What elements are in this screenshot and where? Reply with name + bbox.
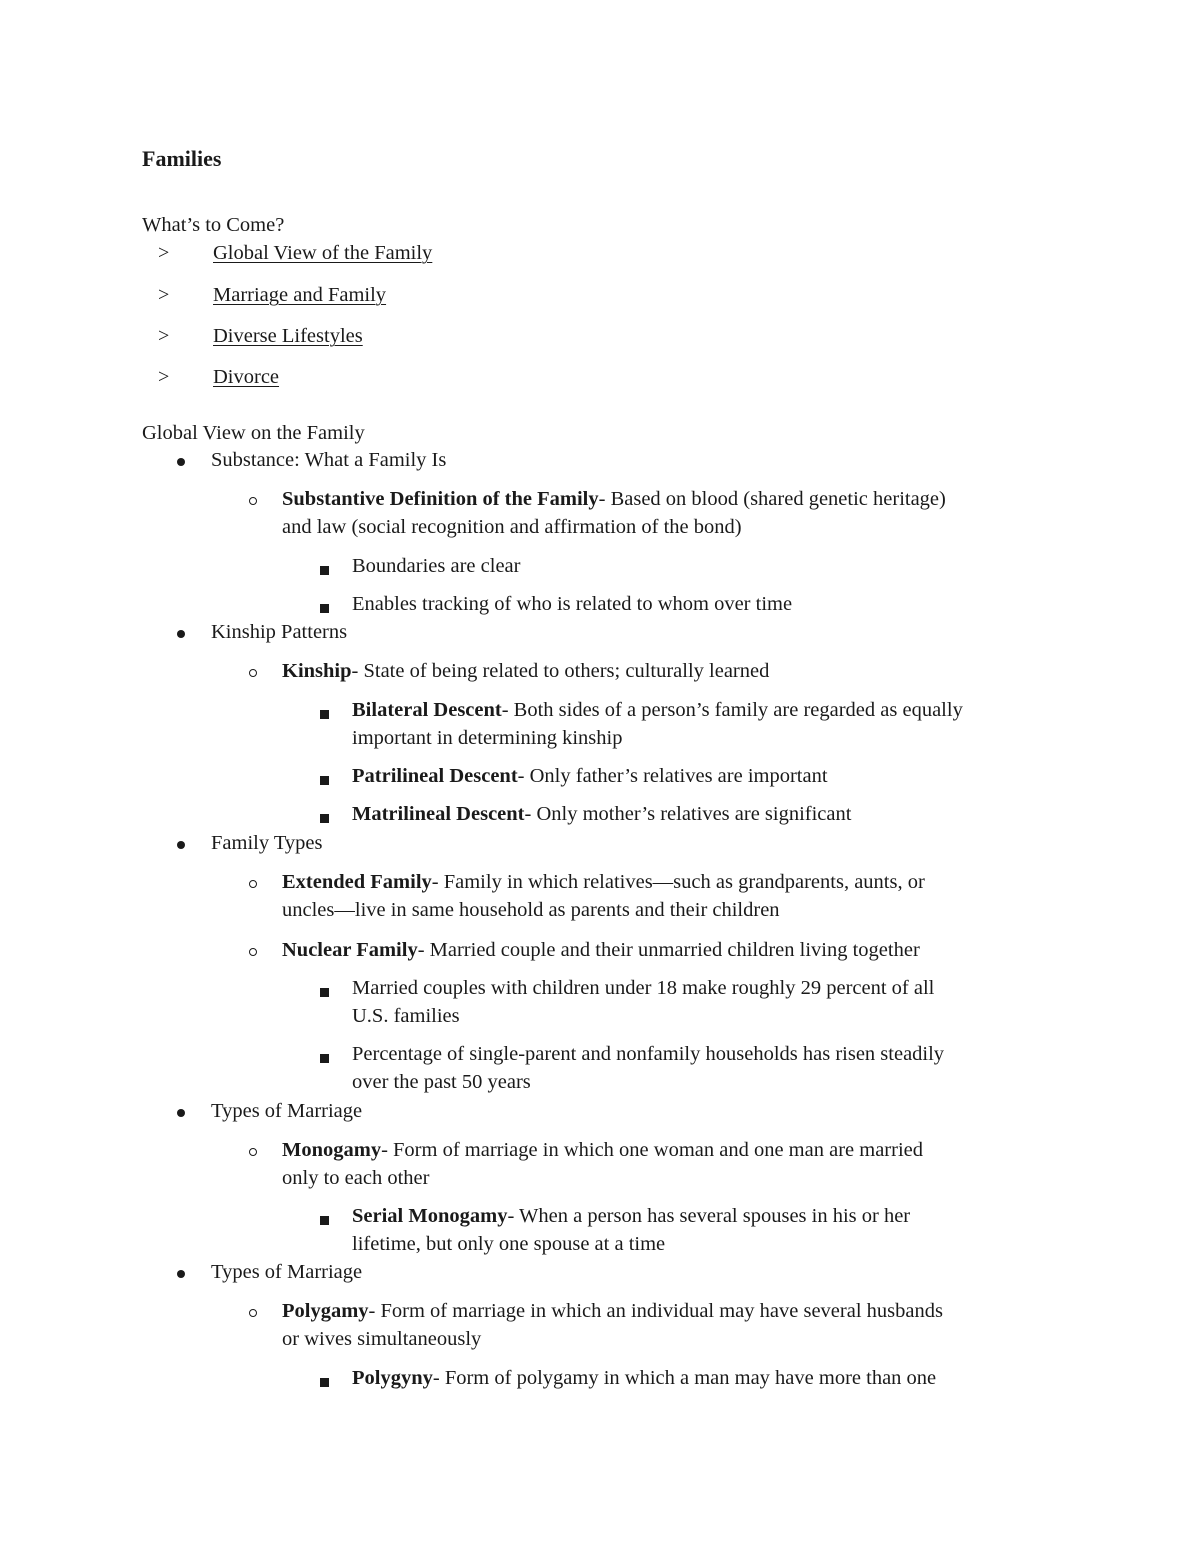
- bullet-circle-icon: [249, 669, 257, 677]
- toc-link-global-view[interactable]: Global View of the Family: [213, 242, 433, 264]
- term: Patrilineal Descent: [352, 765, 518, 787]
- term: Extended Family: [282, 871, 432, 893]
- term: Polygamy: [282, 1300, 369, 1322]
- toc-link-marriage-family[interactable]: Marriage and Family: [213, 284, 387, 306]
- bullet-circle-icon: [249, 1309, 257, 1317]
- list-item: Family Types: [211, 832, 323, 854]
- bullet-circle-icon: [249, 880, 257, 888]
- list-item: Types of Marriage: [211, 1261, 363, 1283]
- list-item-continued: lifetime, but only one spouse at a time: [352, 1233, 666, 1255]
- term: Matrilineal Descent: [352, 803, 525, 825]
- definition: - Form of polygamy in which a man may have more than one: [432, 1367, 937, 1389]
- list-item: Enables tracking of who is related to whom over time: [352, 593, 793, 615]
- bullet-dot-icon: [177, 458, 185, 466]
- toc-marker: >: [158, 366, 170, 388]
- list-item: [282, 871, 925, 894]
- bullet-dot-icon: [177, 841, 185, 849]
- bullet-square-icon: [320, 988, 329, 997]
- bullet-circle-icon: [249, 497, 257, 505]
- toc-marker: >: [158, 284, 170, 306]
- bullet-square-icon: [320, 604, 329, 613]
- list-item: Types of Marriage: [211, 1100, 363, 1122]
- definition: - Married couple and their unmarried children living together: [417, 939, 920, 961]
- term: Monogamy: [282, 1139, 382, 1161]
- list-item-continued: important in determining kinship: [352, 727, 623, 749]
- list-item: Married couples with children under 18 make roughly 29 percent of all: [352, 977, 935, 999]
- list-item: [282, 660, 769, 683]
- definition: - State of being related to others; culturally learned: [351, 660, 770, 682]
- list-item: Substance: What a Family Is: [211, 449, 447, 471]
- toc-marker: >: [158, 325, 170, 347]
- bullet-circle-icon: [249, 1148, 257, 1156]
- list-item: [282, 488, 946, 511]
- bullet-square-icon: [320, 710, 329, 719]
- definition: - Form of marriage in which an individual may have several husbands: [368, 1300, 943, 1322]
- bullet-dot-icon: [177, 1109, 185, 1117]
- list-item: [352, 765, 828, 788]
- definition: - Based on blood (shared genetic heritage): [598, 488, 946, 510]
- bullet-square-icon: [320, 566, 329, 575]
- term: Kinship: [282, 660, 352, 682]
- bullet-square-icon: [320, 1378, 329, 1387]
- term: Substantive Definition of the Family: [282, 488, 599, 510]
- list-item: [282, 1139, 923, 1162]
- list-item: [352, 803, 851, 826]
- term: Serial Monogamy: [352, 1205, 508, 1227]
- list-item-continued: over the past 50 years: [352, 1071, 531, 1093]
- definition: - Only father’s relatives are important: [517, 765, 828, 787]
- page-title: Families: [142, 146, 222, 171]
- toc-marker: >: [158, 242, 170, 264]
- list-item-continued: and law (social recognition and affirmation of the bond): [282, 516, 742, 538]
- list-item: Percentage of single-parent and nonfamily households has risen steadily: [352, 1043, 945, 1065]
- bullet-square-icon: [320, 814, 329, 823]
- bullet-square-icon: [320, 1054, 329, 1063]
- toc-link-divorce[interactable]: Divorce: [213, 366, 280, 388]
- list-item-continued: only to each other: [282, 1167, 430, 1189]
- list-item: [282, 939, 920, 962]
- toc-heading: What’s to Come?: [142, 214, 285, 236]
- list-item: [282, 1300, 943, 1323]
- bullet-dot-icon: [177, 630, 185, 638]
- term: Bilateral Descent: [352, 699, 502, 721]
- term: Nuclear Family: [282, 939, 418, 961]
- definition: - Family in which relatives—such as grandparents, aunts, or: [431, 871, 925, 893]
- list-item-continued: or wives simultaneously: [282, 1328, 482, 1350]
- bullet-square-icon: [320, 776, 329, 785]
- list-item: [352, 1367, 936, 1390]
- list-item: Kinship Patterns: [211, 621, 348, 643]
- toc-link-diverse-lifestyles[interactable]: Diverse Lifestyles: [213, 325, 363, 347]
- term: Polygyny: [352, 1367, 433, 1389]
- list-item: Boundaries are clear: [352, 555, 521, 577]
- list-item-continued: U.S. families: [352, 1005, 460, 1027]
- list-item-continued: uncles—live in same household as parents and their children: [282, 899, 780, 921]
- list-item: [352, 1205, 910, 1228]
- section-heading: Global View on the Family: [142, 422, 365, 444]
- definition: - Form of marriage in which one woman and one man are married: [381, 1139, 923, 1161]
- definition: - When a person has several spouses in his or her: [507, 1205, 911, 1227]
- bullet-square-icon: [320, 1216, 329, 1225]
- definition: - Only mother’s relatives are significant: [524, 803, 852, 825]
- list-item: [352, 699, 963, 722]
- bullet-dot-icon: [177, 1270, 185, 1278]
- bullet-circle-icon: [249, 948, 257, 956]
- definition: - Both sides of a person’s family are regarded as equally: [501, 699, 963, 721]
